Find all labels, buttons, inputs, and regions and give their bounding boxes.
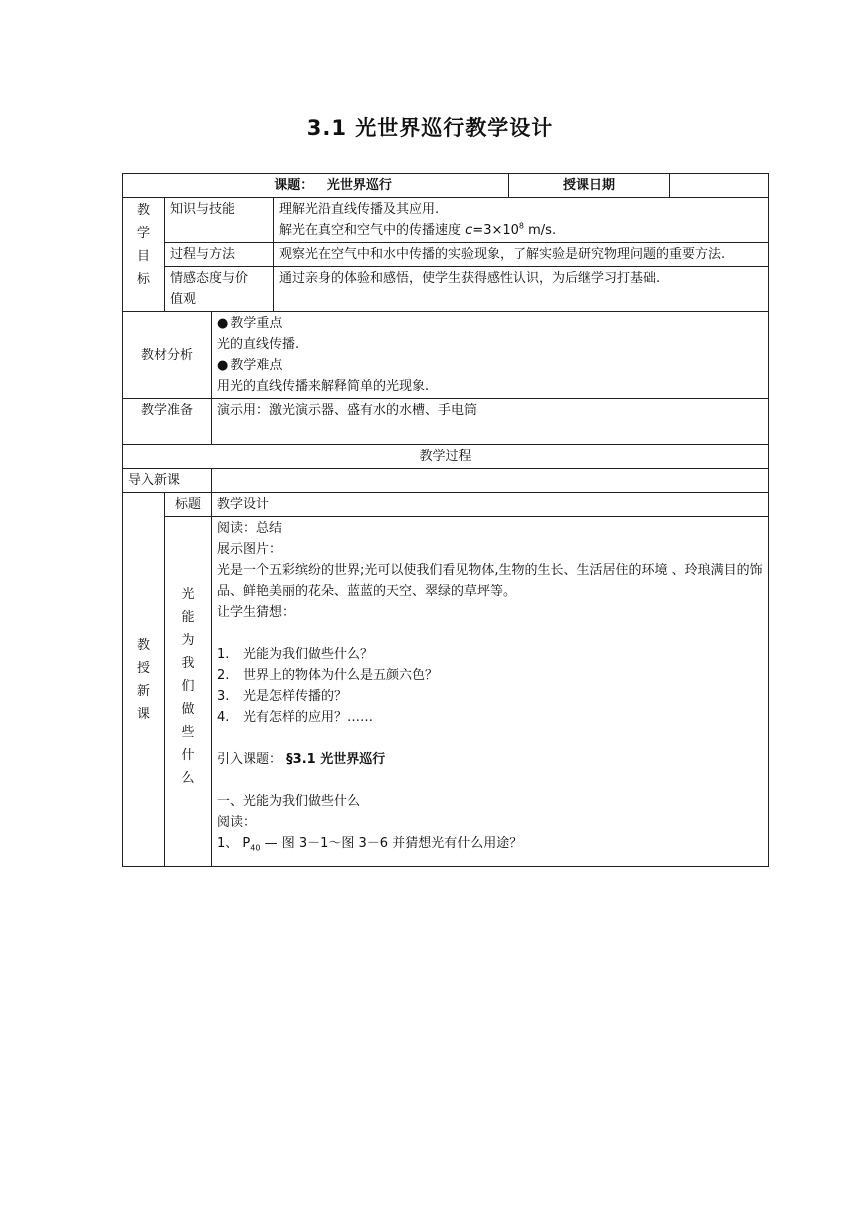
intro-row: [123, 469, 769, 493]
preparation-label: 教学准备: [123, 399, 212, 445]
list-item: 2. 世界上的物体为什么是五颜六色？: [217, 668, 439, 683]
analysis-row: [123, 312, 769, 399]
objective-label-attitude: 情感态度与价值观: [165, 267, 274, 312]
topic-value: 光世界巡行: [326, 178, 392, 193]
analysis-content: ● 教学重点 光的直线传播. ● 教学难点 用光的直线传播来解释简单的光现象.: [212, 312, 769, 399]
objective-text-knowledge: 理解光沿直线传播及其应用. 解光在真空和空气中的传播速度 $c=3\times 10^8$ m/s.: [274, 198, 769, 243]
intro-value: [212, 469, 769, 493]
process-title: 教学过程: [123, 445, 769, 469]
question-list: [217, 644, 763, 728]
analysis-label: 教材分析: [123, 312, 212, 399]
section-title-vertical: 光 能 为 我 们 做 些 什 么: [165, 517, 212, 867]
preparation-row: [123, 399, 769, 445]
lesson-plan-table: [122, 173, 769, 867]
objectives-label: 教 学 目 标: [123, 198, 165, 312]
teach-design-content: 阅读：总结 展示图片： 光是一个五彩缤纷的世界;光可以使我们看见物体,生物的生长、生活居住的环境 、玲琅满目的饰品、鲜艳美丽的花朵、蓝蓝的天空、翠绿的草坪等。 让学生猜想： 1. 光能为我们做些什么？ 2. 世界上的物体为什么是五颜六色？ 3. 光是怎样传播的？ 4. 光有怎样的应用？…… 引入课题： §3.1 光世界巡行 一、光能为我们做些什么 阅读： 1、 $P_{40}$ — 图 3－1～图 3－6 并猜想光有什么用途？: [212, 517, 769, 867]
bullet-icon: ●: [217, 316, 229, 331]
objective-label-process: 过程与方法: [165, 243, 274, 267]
process-title-row: [123, 445, 769, 469]
col-design-header: 教学设计: [212, 493, 769, 517]
intro-label: 导入新课: [123, 469, 212, 493]
objective-row-attitude: [123, 267, 769, 312]
teach-label: 教 授 新 课: [123, 493, 165, 867]
col-title-header: 标题: [165, 493, 212, 517]
objective-label-knowledge: 知识与技能: [165, 198, 274, 243]
intro-paragraph: 光是一个五彩缤纷的世界;光可以使我们看见物体,生物的生长、生活居住的环境 、玲琅满目的饰品、鲜艳美丽的花朵、蓝蓝的天空、翠绿的草坪等。: [217, 563, 763, 599]
preparation-content: 演示用：激光演示器、盛有水的水槽、手电筒: [212, 399, 769, 445]
date-label: 授课日期: [509, 174, 670, 198]
list-item: 4. 光有怎样的应用？……: [217, 710, 374, 725]
objective-text-attitude: 通过亲身的体验和感悟，使学生获得感性认识，为后继学习打基础.: [274, 267, 769, 312]
topic-label: 课题：: [274, 178, 314, 193]
teach-header-row: [123, 493, 769, 517]
list-item: 1. 光能为我们做些什么？: [217, 647, 374, 662]
objective-text-process: 观察光在空气中和水中传播的实验现象，了解实验是研究物理问题的重要方法.: [274, 243, 769, 267]
objective-row-process: [123, 243, 769, 267]
objective-row-knowledge: [123, 198, 769, 243]
teach-content-row: [123, 517, 769, 867]
bullet-icon: ●: [217, 358, 229, 373]
page-title: 3.1 光世界巡行教学设计: [306, 116, 554, 140]
topic-cell: [123, 174, 509, 198]
date-value: [670, 174, 769, 198]
list-item: 3. 光是怎样传播的？: [217, 689, 348, 704]
header-row: [123, 174, 769, 198]
